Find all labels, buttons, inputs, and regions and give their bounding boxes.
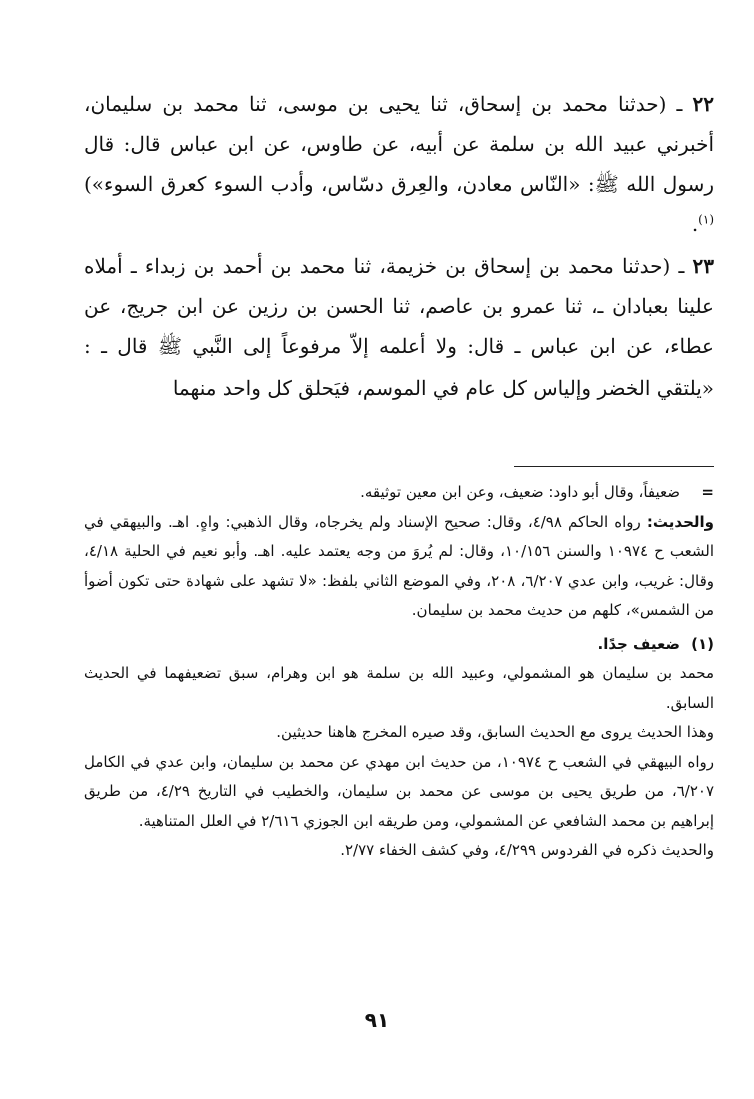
page-number: ٩١ bbox=[364, 1008, 390, 1032]
hadith-number: ٢٣ bbox=[692, 254, 714, 278]
footnote-reference: (١) bbox=[698, 212, 714, 227]
footnote-1-paragraph: والحديث ذكره في الفردوس ٤/٢٩٩، وفي كشف الخفاء ٢/٧٧. bbox=[340, 841, 714, 859]
footnote-hadith: والحديث: رواه الحاكم ٤/٩٨، وقال: صحيح الإسناد ولم يخرجاه، وقال الذهبي: واهٍ. اهـ. والبيهقي في الشعب ح ١٠٩٧٤ والسنن ١٠/١٥٦، وقال: لم يُروَ من وجه يعتمد عليه. اهـ. وأبو نعيم في الحلية ٤/١٨، وقال: غريب، وابن عدي ٦/٢٠٧، ٢٠٨، وفي الموضع الثاني بلفظ: «لا تشهد على شهادة حتى تكون أضوأ من الشمس»، كلهم من حديث محمد بن سليمان. bbox=[84, 512, 714, 619]
hadith-text: ـ (حدثنا محمد بن إسحاق بن خزيمة، ثنا محمد بن أحمد بن زبداء ـ أملاه علينا بعبادان ـ، ثنا عمرو بن عاصم، ثنا الحسن بن رزين عن ابن جريج، عن عطاء، عن ابن عباس ـ قال: ولا أعلمه إلاّ مرفوعاً إلى النَّبي ﷺ قال ـ : bbox=[84, 254, 714, 358]
hadith-label: والحديث: bbox=[646, 512, 714, 531]
hadith-quote: «يلتقي الخضر وإلياس كل عام في الموسم، فيَحلق كل واحد منهما bbox=[172, 376, 714, 400]
hadith-22: ٢٢ ـ (حدثنا محمد بن إسحاق، ثنا يحيى بن موسى، ثنا محمد بن سليمان، أخبرني عبيد الله بن سلمة عن أبيه، عن طاوس، عن ابن عباس قال: قال رسول الله ﷺ: «النّاس معادن، والعِرق دسّاس، وأدب السوء كعرق السوء»)$^{(١)}$. bbox=[84, 92, 714, 236]
continuation-mark: = bbox=[701, 483, 714, 501]
footnote-1-paragraph: وهذا الحديث يروى مع الحديث السابق، وقد صيره المخرج هاهنا حديثين. bbox=[276, 723, 714, 741]
footnotes bbox=[84, 478, 714, 866]
footnote-divider bbox=[514, 466, 714, 467]
hadith-number: ٢٢ bbox=[692, 92, 714, 116]
hadith-23 bbox=[84, 246, 714, 366]
footnote-1-heading: (١) ضعيف جدًا. bbox=[84, 630, 714, 660]
footnote-1-paragraph: رواه البيهقي في الشعب ح ١٠٩٧٤، من حديث ابن مهدي عن محمد بن سليمان، وابن عدي في الكامل ٦/٢٠٧، من طريق يحيى بن موسى عن محمد بن سليمان، والخطيب في التاريخ ٤/٢٩، من طريق إبراهيم بن محمد الشافعي عن المشمولي، ومن طريقه ابن الجوزي ٢/٦١٦ في العلل المتناهية. bbox=[84, 752, 715, 830]
main-text bbox=[84, 84, 714, 410]
footnote-continuation: = ضعيفاً، وقال أبو داود: ضعيف، وعن ابن معين توثيقه. bbox=[84, 478, 714, 508]
footnote-marker: (١) bbox=[691, 634, 714, 653]
footnote-1-paragraph: محمد بن سليمان هو المشمولي، وعبيد الله بن سلمة هو ابن وهرام، سبق تضعيفهما في الحديث السابق. bbox=[84, 664, 714, 712]
hadith-text: ـ (حدثنا محمد بن إسحاق، ثنا يحيى بن موسى، ثنا محمد بن سليمان، أخبرني عبيد الله بن سلمة عن أبيه، عن طاوس، عن ابن عباس قال: قال رسول الله ﷺ: «النّاس معادن، والعِرق دسّاس، وأدب السوء كعرق السوء») bbox=[84, 92, 714, 196]
